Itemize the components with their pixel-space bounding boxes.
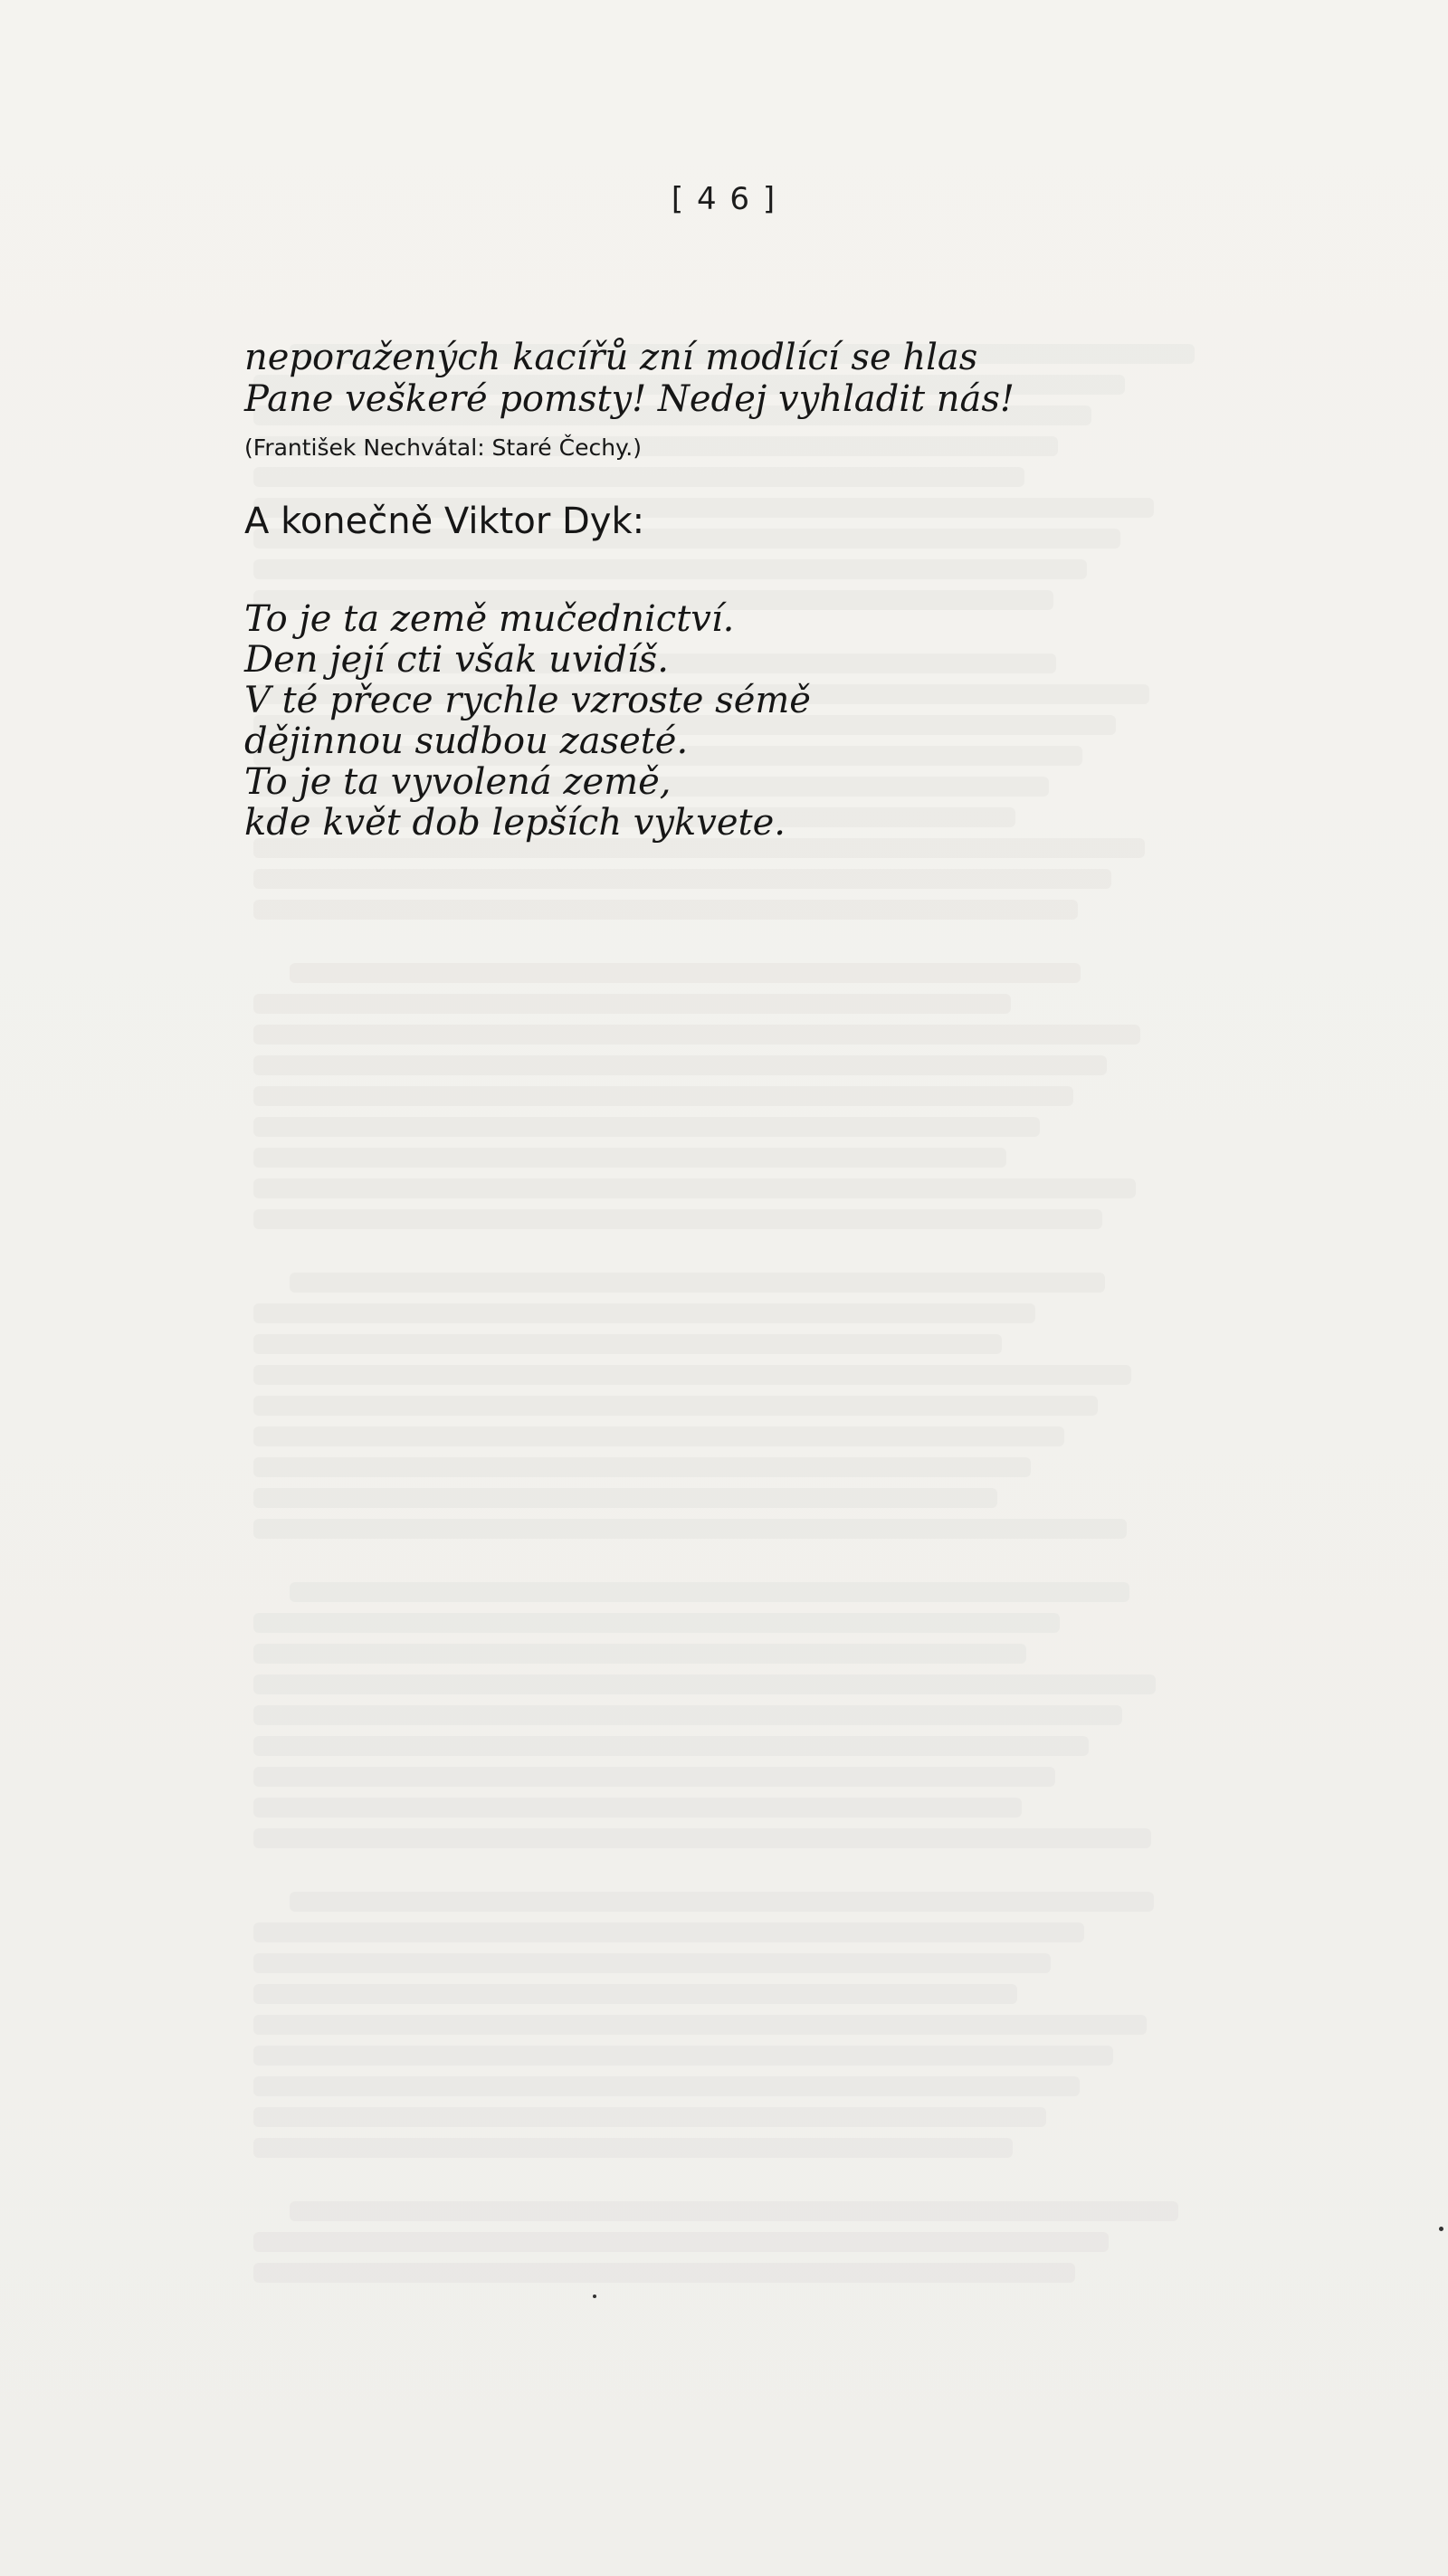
verse-quote-nechvatal [244,337,1240,420]
show-through-line [253,1953,1051,1973]
show-through-line [253,1736,1089,1756]
show-through-line [290,2201,1178,2221]
show-through-line [253,1457,1031,1477]
show-through-line [253,1674,1156,1694]
show-through-line [253,1426,1064,1446]
show-through-line [290,963,1081,983]
verse-line: To je ta země mučednictví. [244,598,735,640]
show-through-line [253,1488,997,1508]
page-content [244,337,1240,844]
show-through-line [290,1582,1129,1602]
show-through-line [253,1922,1084,1942]
show-through-line [253,1365,1131,1385]
verse-line: V té přece rychle vzroste sémě [244,680,811,721]
show-through-line [253,2232,1109,2252]
verse-line: kde květ dob lepších vykvete. [244,802,786,844]
show-through-line [253,2107,1046,2127]
show-through-line [253,2046,1113,2066]
show-through-line [253,1117,1040,1137]
show-through-line [253,1178,1136,1198]
show-through-line [253,2076,1080,2096]
paper-speck [593,2295,596,2298]
show-through-line [253,1209,1102,1229]
verse-line: To je ta vyvolená země, [244,761,672,803]
show-through-line [253,1767,1055,1787]
show-through-line [290,1892,1154,1912]
show-through-line [253,900,1078,920]
verse-line: neporažených kacířů zní modlící se hlas [244,337,978,378]
show-through-line [290,1273,1105,1293]
show-through-line [253,869,1111,889]
page-number: [ 4 6 ] [671,181,777,217]
show-through-line [253,994,1011,1014]
show-through-line [253,1798,1022,1818]
show-through-line [253,1519,1127,1539]
show-through-line [253,1613,1060,1633]
show-through-line [253,1828,1151,1848]
verse-line: Pane veškeré pomsty! Nedej vyhladit nás! [244,378,1015,420]
show-through-line [253,2138,1013,2158]
show-through-line [253,1334,1002,1354]
section-heading: A konečně Viktor Dyk: [244,501,645,542]
show-through-line [253,1086,1073,1106]
paper-speck [1439,2227,1443,2231]
show-through-line [253,1303,1035,1323]
show-through-line [253,1644,1026,1664]
show-through-line [253,1148,1006,1168]
show-through-line [253,2015,1147,2035]
citation: (František Nechvátal: Staré Čechy.) [244,434,642,461]
show-through-line [253,2263,1075,2283]
show-through-line [253,1025,1140,1045]
show-through-line [253,1396,1098,1416]
verse-line: dějinnou sudbou zaseté. [244,720,689,762]
show-through-line [253,1984,1017,2004]
verse-quote-dyk [244,599,1240,844]
show-through-line [253,1705,1122,1725]
verse-line: Den její cti však uvidíš. [244,639,669,681]
show-through-line [253,1055,1107,1075]
